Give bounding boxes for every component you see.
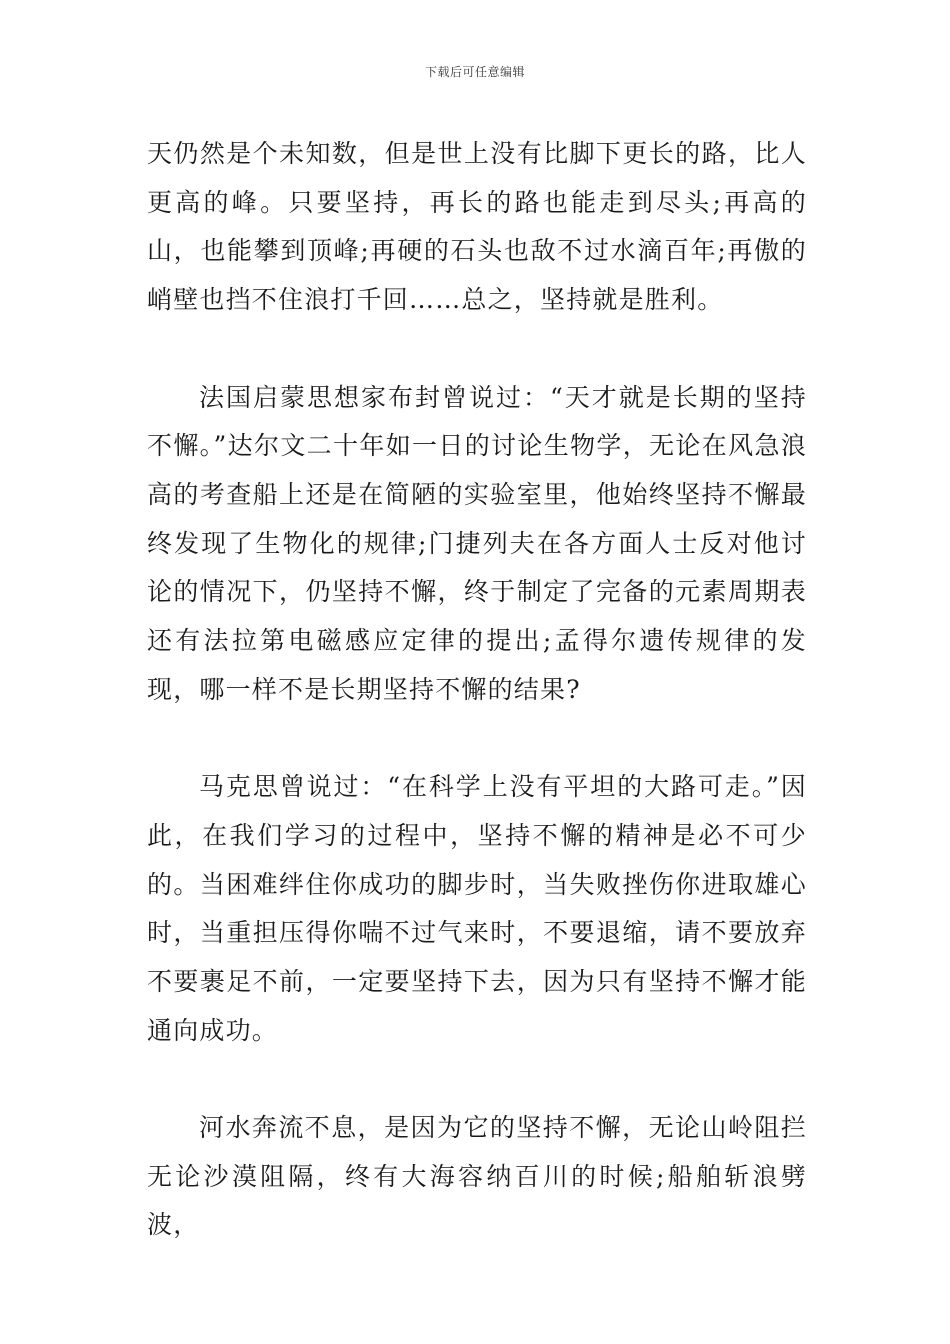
page-header: 下载后可任意编辑 [424,65,525,79]
paragraph-2: 法国启蒙思想家布封曾说过：“天才就是长期的坚持不懈。”达尔文二十年如一日的讨论生物学，无论在风急浪高的考查船上还是在简陋的实验室里，他始终坚持不懈最终发现了生物化的规律;门捷列夫在各方面人士反对他讨论的情况下，仍坚持不懈，终于制定了完备的元素周期表还有法拉第电磁感应定律的提出;孟得尔遗传规律的发现，哪一样不是长期坚持不懈的结果? [147,382,807,704]
paragraph-3: 马克思曾说过：“在科学上没有平坦的大路可走。”因此，在我们学习的过程中，坚持不懈的精神是必不可少的。当困难绊住你成功的脚步时，当失败挫伤你进取雄心时，当重担压得你喘不过气来时，不要退缩，请不要放弃不要裹足不前，一定要坚持下去，因为只有坚持不懈才能通向成功。 [147,772,807,1045]
paragraph-4: 河水奔流不息，是因为它的坚持不懈，无论山岭阻拦无论沙漠阻隔，终有大海容纳百川的时候;船舶斩浪劈波， [147,1113,807,1240]
document-body [147,130,807,1250]
paragraph-1: 天仍然是个未知数，但是世上没有比脚下更长的路，比人更高的峰。只要坚持，再长的路也能走到尽头;再高的山，也能攀到顶峰;再硬的石头也敌不过水滴百年;再傲的峭壁也挡不住浪打千回……总之，坚持就是胜利。 [147,139,807,315]
